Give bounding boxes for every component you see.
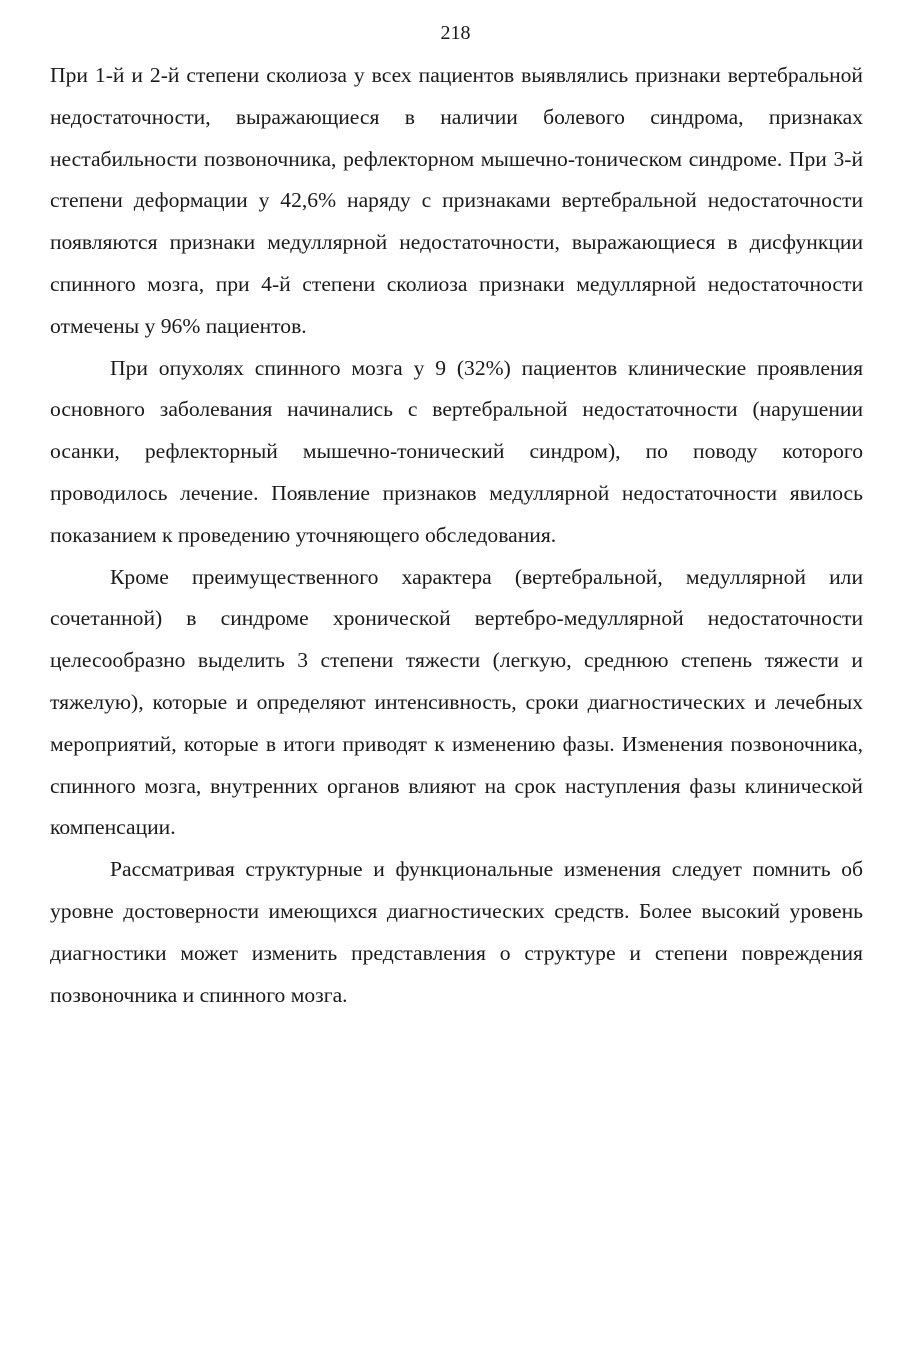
page-number: 218 — [440, 22, 471, 44]
paragraph-diagnostic-reliability: Рассматривая структурные и функциональные изменения следует помнить об уровне достоверности имеющихся диагностических средств. Более высокий уровень диагностики может изменить представления о структуре и степени повреждения позвоночника и спинного мозга. — [50, 857, 863, 1007]
paragraph-spinal-tumors: При опухолях спинного мозга у 9 (32%) пациентов клинические проявления основного заболевания начинались с вертебральной недостаточности (нарушении осанки, рефлекторный мышечно-тонический синдром), по поводу которого проводилось лечение. Появление признаков медуллярной недостаточности явилось показанием к проведению уточняющего обследования. — [50, 355, 863, 547]
text-body — [50, 55, 863, 1016]
paragraph-severity-degrees: Кроме преимущественного характера (вертебральной, медуллярной или сочетанной) в синдроме хронической вертебро-медуллярной недостаточности целесообразно выделить 3 степени тяжести (легкую, среднюю степень тяжести и тяжелую), которые и определяют интенсивность, сроки диагностических и лечебных мероприятий, которые в итоги приводят к изменению фазы. Изменения позвоночника, спинного мозга, внутренних органов влияют на срок наступления фазы клинической компенсации. — [50, 564, 863, 840]
paragraph-scoliosis-degrees: При 1-й и 2-й степени сколиоза у всех пациентов выявлялись признаки вертебральной недостаточности, выражающиеся в наличии болевого синдрома, признаках нестабильности позвоночника, рефлекторном мышечно-тоническом синдроме. При 3-й степени деформации у 42,6% наряду с признаками вертебральной недостаточности появляются признаки медуллярной недостаточности, выражающиеся в дисфункции спинного мозга, при 4-й степени сколиоза признаки медуллярной недостаточности отмечены у 96% пациентов. — [50, 63, 863, 338]
